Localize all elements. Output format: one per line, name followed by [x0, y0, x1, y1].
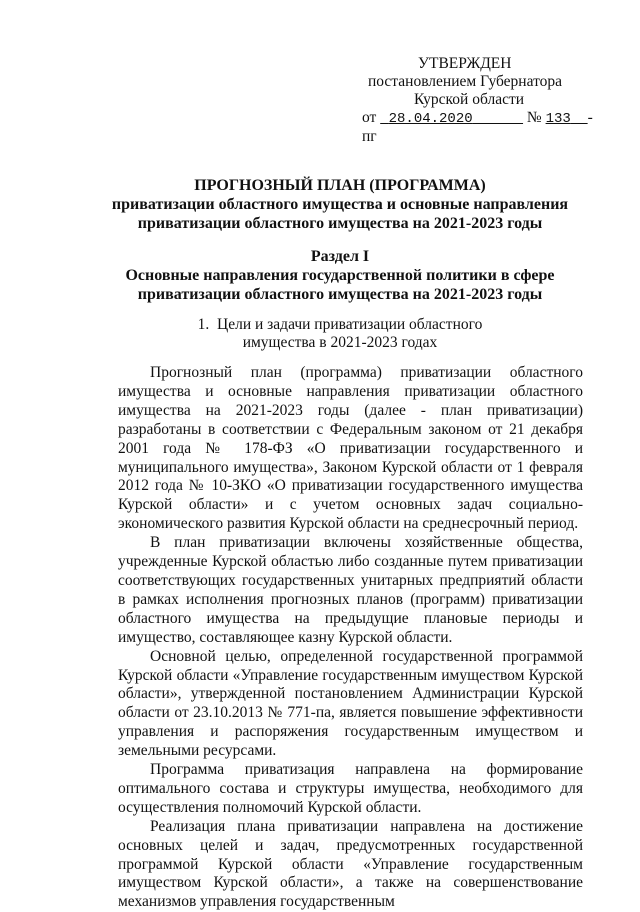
- approval-date: 28.04.2020: [388, 111, 473, 127]
- section-heading: [95, 247, 585, 304]
- section-line-1: Основные направления государственной политики в сфере: [125, 267, 555, 284]
- approval-region: Курской области: [414, 91, 525, 108]
- subsection-heading: [95, 316, 585, 352]
- number-prefix: №: [526, 109, 542, 126]
- title-line-3: приватизации областного имущества на 2021-2023 годы: [137, 215, 543, 232]
- approval-authority: постановлением Губернатора: [368, 73, 563, 90]
- section-name: Раздел I: [310, 248, 370, 265]
- paragraph: Основной целью, определенной государственной программой Курской области «Управление государственным имуществом Курской области», утвержденной постановлением Администрации Курской области от 23.10.2013 № 771-па, является повышение эффективности управления и распоряжения государственным имуществом и земельными ресурсами.: [118, 647, 583, 760]
- date-prefix: от: [362, 109, 377, 126]
- approval-number: 133: [545, 111, 571, 127]
- approval-block: [362, 55, 602, 146]
- document-title: [95, 176, 585, 233]
- paragraph: Программа приватизация направлена на формирование оптимального состава и структуры имущества, необходимого для осуществления полномочий Курской области.: [118, 761, 583, 816]
- title-line-2: приватизации областного имущества и основные направления: [111, 196, 569, 213]
- number-suffix: -пг: [362, 109, 593, 145]
- approval-date-number: [362, 109, 602, 146]
- subsection-line-2: имущества в 2021-2023 годах: [242, 334, 438, 351]
- title-line-1: ПРОГНОЗНЫЙ ПЛАН (ПРОГРАММА): [194, 177, 486, 194]
- subsection-line-1: 1. Цели и задачи приватизации областного: [197, 316, 483, 333]
- approval-heading: УТВЕРЖДЕН: [418, 55, 512, 72]
- section-line-2: приватизации областного имущества на 2021-2023 годы: [137, 286, 543, 303]
- document-body: [118, 364, 583, 912]
- paragraph: Прогнозный план (программа) приватизации областного имущества и основные направления приватизации областного имущества на 2021-2023 годы (далее - план приватизации) разработаны в соответствии с Федеральным законом от 21 декабря 2001 года № 178-ФЗ «О приватизации государственного и муниципального имущества», Законом Курской области от 1 февраля 2012 года № 10-ЗКО «О приватизации государственного имущества Курской области» и с учетом основных задач социально-экономического развития Курской области на среднесрочный период.: [118, 364, 583, 533]
- paragraph: Реализация плана приватизации направлена на достижение основных целей и задач, предусмотренных государственной программой Курской области «Управление государственным имуществом Курской области», а также на совершенствование механизмов управления государственным: [118, 817, 583, 911]
- paragraph: В план приватизации включены хозяйственные общества, учрежденные Курской областью либо созданные путем приватизации соответствующих государственных унитарных предприятий области в рамках исполнения прогнозных планов (программ) приватизации областного имущества на предыдущие плановые периоды и имущество, составляющее казну Курской области.: [118, 534, 583, 646]
